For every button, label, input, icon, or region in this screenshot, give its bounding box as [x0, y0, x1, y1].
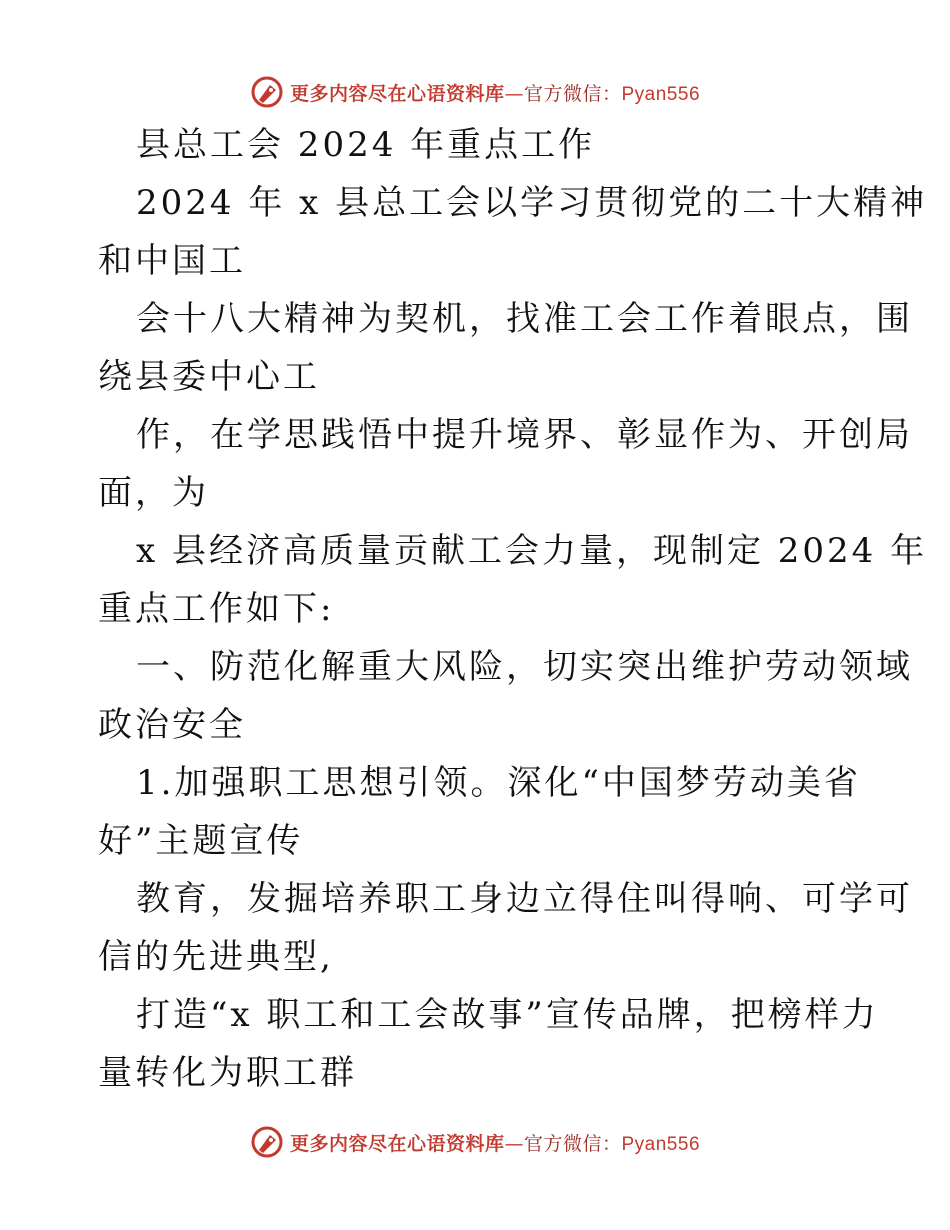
paragraph-line: 信的先进典型,: [98, 937, 334, 977]
watermark-wechat-label: 官方微信：: [523, 1132, 622, 1155]
paragraph-line: 打造“x 职工和工会故事”宣传品牌，把榜样力: [136, 995, 879, 1035]
watermark-wechat-id: Pyan556: [621, 1133, 701, 1155]
paragraph-line: 教育，发掘培养职工身边立得住叫得响、可学可: [136, 879, 913, 919]
paragraph-line: x 县经济高质量贡献工会力量，现制定 2024 年: [136, 531, 928, 571]
watermark-wechat-id: Pyan556: [621, 83, 701, 105]
paragraph-line: 作，在学思践悟中提升境界、彰显作为、开创局: [136, 415, 913, 455]
section-heading: 一、防范化解重大风险，切实突出维护劳动领域: [136, 647, 913, 687]
document-body: [98, 116, 928, 1102]
paragraph-line: 绕县委中心工: [98, 357, 320, 397]
paragraph-line: 好”主题宣传: [98, 821, 304, 861]
section-heading-continued: 政治安全: [98, 705, 246, 745]
document-title: 县总工会 2024 年重点工作: [136, 125, 596, 165]
paragraph-line: 1.加强职工思想引领。深化“中国梦劳动美省: [136, 763, 861, 803]
paragraph-line: 和中国工: [98, 241, 246, 281]
pen-nib-circle-icon: [250, 1125, 284, 1159]
watermark-banner-top: [0, 72, 950, 112]
watermark-separator: —: [504, 82, 524, 105]
paragraph-line: 面，为: [98, 473, 209, 513]
paragraph-line: 重点工作如下:: [98, 589, 335, 629]
paragraph-line: 量转化为职工群: [98, 1053, 357, 1093]
watermark-main-text: 更多内容尽在心语资料库: [289, 1132, 505, 1155]
pen-nib-circle-icon: [250, 75, 284, 109]
watermark-text: [290, 79, 700, 106]
watermark-banner-bottom: [0, 1122, 950, 1162]
watermark-separator: —: [504, 1132, 524, 1155]
paragraph-line: 2024 年 x 县总工会以学习贯彻党的二十大精神: [136, 183, 928, 223]
watermark-wechat-label: 官方微信：: [523, 82, 622, 105]
paragraph-line: 会十八大精神为契机，找准工会工作着眼点，围: [136, 299, 913, 339]
watermark-main-text: 更多内容尽在心语资料库: [289, 82, 505, 105]
watermark-text: [290, 1129, 700, 1156]
